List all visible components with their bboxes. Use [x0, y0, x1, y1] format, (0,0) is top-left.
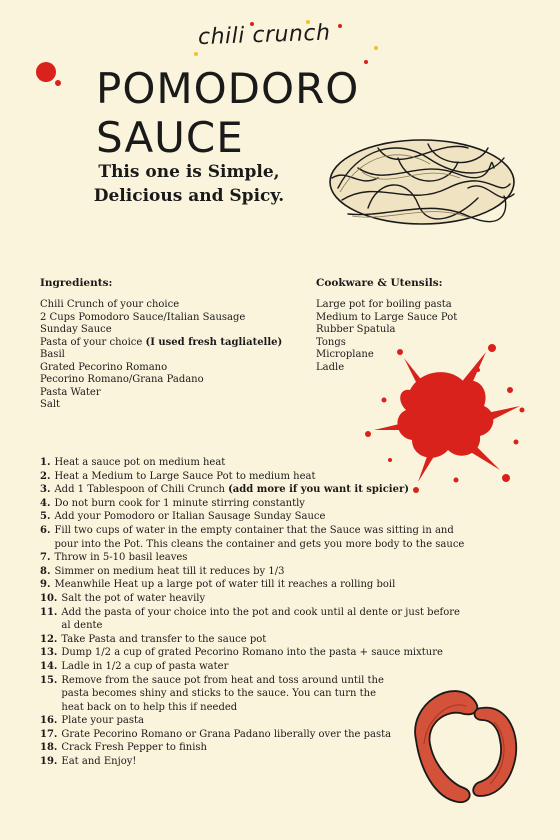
- step-number: 2.: [40, 470, 51, 482]
- step-number: 10.: [40, 592, 58, 604]
- step-text: Grate Pecorino Romano or Grana Padano liberally over the pasta: [61, 728, 392, 740]
- step-text: Remove from the sauce pot from heat and toss around until the pasta becomes shiny and sticks to the sauce. You can turn the heat back on to help this if needed: [61, 674, 384, 713]
- step-text: Fill two cups of water in the empty container that the Sauce was sitting in and pour into the Pot. This cleans the container and gets you more body to the sauce: [54, 524, 465, 550]
- ingredients-list: [40, 299, 300, 412]
- step-item: [40, 646, 470, 660]
- step-item: [40, 483, 470, 497]
- step-number: 1.: [40, 457, 51, 468]
- list-item: [40, 337, 300, 350]
- cookware-heading: Cookware & Utensils:: [316, 277, 443, 289]
- step-text: Add your Pomodoro or Italian Sausage Sunday Sauce: [54, 511, 326, 523]
- step-text: Throw in 5-10 basil leaves: [54, 552, 188, 564]
- step-text: Meanwhile Heat up a large pot of water till it reaches a rolling boil: [54, 579, 396, 591]
- step-item: [40, 606, 470, 633]
- step-text: Dump 1/2 a cup of grated Pecorino Romano into the pasta + sauce mixture: [61, 647, 443, 659]
- step-item: [40, 551, 470, 565]
- list-item: Tongs: [316, 336, 346, 348]
- step-item: [40, 633, 470, 647]
- step-number: 15.: [40, 674, 58, 686]
- step-note: (add more if you want it spicier): [228, 484, 409, 496]
- step-item: [40, 470, 470, 484]
- step-item: [40, 592, 470, 606]
- tagline: [64, 160, 314, 208]
- step-number: 14.: [40, 660, 58, 672]
- tagline-line: This one is Simple,: [98, 162, 280, 182]
- step-item: [40, 565, 470, 579]
- step-number: 13.: [40, 647, 58, 659]
- step-number: 5.: [40, 511, 51, 523]
- list-item: Sunday Sauce: [40, 324, 112, 335]
- step-text: Do not burn cook for 1 minute stirring constantly: [54, 497, 305, 509]
- step-item: [40, 497, 470, 511]
- pasta-note: (I used fresh tagliatelle): [145, 336, 283, 348]
- list-item: Microplane: [316, 349, 374, 360]
- step-text: Salt the pot of water heavily: [61, 592, 206, 604]
- list-item: Large pot for boiling pasta: [316, 299, 452, 310]
- list-item: Chili Crunch of your choice: [40, 299, 180, 310]
- step-number: 8.: [40, 565, 51, 577]
- step-number: 9.: [40, 579, 51, 591]
- step-text: Crack Fresh Pepper to finish: [61, 742, 208, 754]
- step-item: [40, 456, 470, 470]
- subtitle: chili crunch: [197, 20, 331, 51]
- tagline-line: Delicious and Spicy.: [93, 186, 285, 206]
- ingredients-section: [40, 277, 300, 412]
- list-item: Grated Pecorino Romano: [40, 361, 168, 373]
- step-number: 12.: [40, 633, 58, 645]
- list-item: Pasta Water: [40, 386, 101, 398]
- step-number: 7.: [40, 552, 51, 564]
- step-number: 3.: [40, 484, 51, 496]
- pasta-nest-illustration: [318, 118, 526, 238]
- step-text-container: [54, 483, 470, 497]
- list-item: Salt: [40, 399, 61, 410]
- step-item: [40, 510, 470, 524]
- step-text: Heat a sauce pot on medium heat: [54, 457, 226, 468]
- step-text: Take Pasta and transfer to the sauce pot: [61, 633, 267, 645]
- step-text: Simmer on medium heat till it reduces by 1/3: [54, 565, 285, 577]
- ingredients-heading: Ingredients:: [40, 277, 113, 289]
- step-number: 4.: [40, 497, 51, 509]
- list-item: Ladle: [316, 361, 345, 373]
- step-text: Add the pasta of your choice into the pot and cook until al dente or just before al dente: [61, 606, 460, 632]
- step-number: 17.: [40, 728, 58, 740]
- list-item: 2 Cups Pomodoro Sauce/Italian Sausage: [40, 311, 246, 323]
- step-number: 16.: [40, 715, 58, 727]
- list-item: Rubber Spatula: [316, 324, 396, 335]
- step-text: Eat and Enjoy!: [61, 756, 137, 768]
- list-item: Pecorino Romano/Grana Padano: [40, 374, 204, 385]
- step-number: 6.: [40, 524, 51, 536]
- step-item: [40, 660, 470, 674]
- step-text: Add 1 Tablespoon of Chili Crunch: [54, 484, 225, 496]
- step-text: Heat a Medium to Large Sauce Pot to medium heat: [54, 470, 316, 482]
- list-item: Basil: [40, 349, 65, 360]
- list-item: Medium to Large Sauce Pot: [316, 311, 458, 323]
- page-title: POMODORO SAUCE: [96, 64, 360, 162]
- sausage-illustration: [398, 680, 528, 810]
- step-number: 19.: [40, 756, 58, 768]
- step-number: 11.: [40, 606, 58, 618]
- step-item: [40, 578, 470, 592]
- list-item-text: Pasta of your choice: [40, 336, 143, 348]
- step-number: 18.: [40, 742, 58, 754]
- step-item: [40, 674, 400, 715]
- step-text: Ladle in 1/2 a cup of pasta water: [61, 660, 229, 672]
- step-text: Plate your pasta: [61, 715, 144, 727]
- step-item: [40, 524, 470, 551]
- small-red-drops-illustration: [30, 56, 70, 96]
